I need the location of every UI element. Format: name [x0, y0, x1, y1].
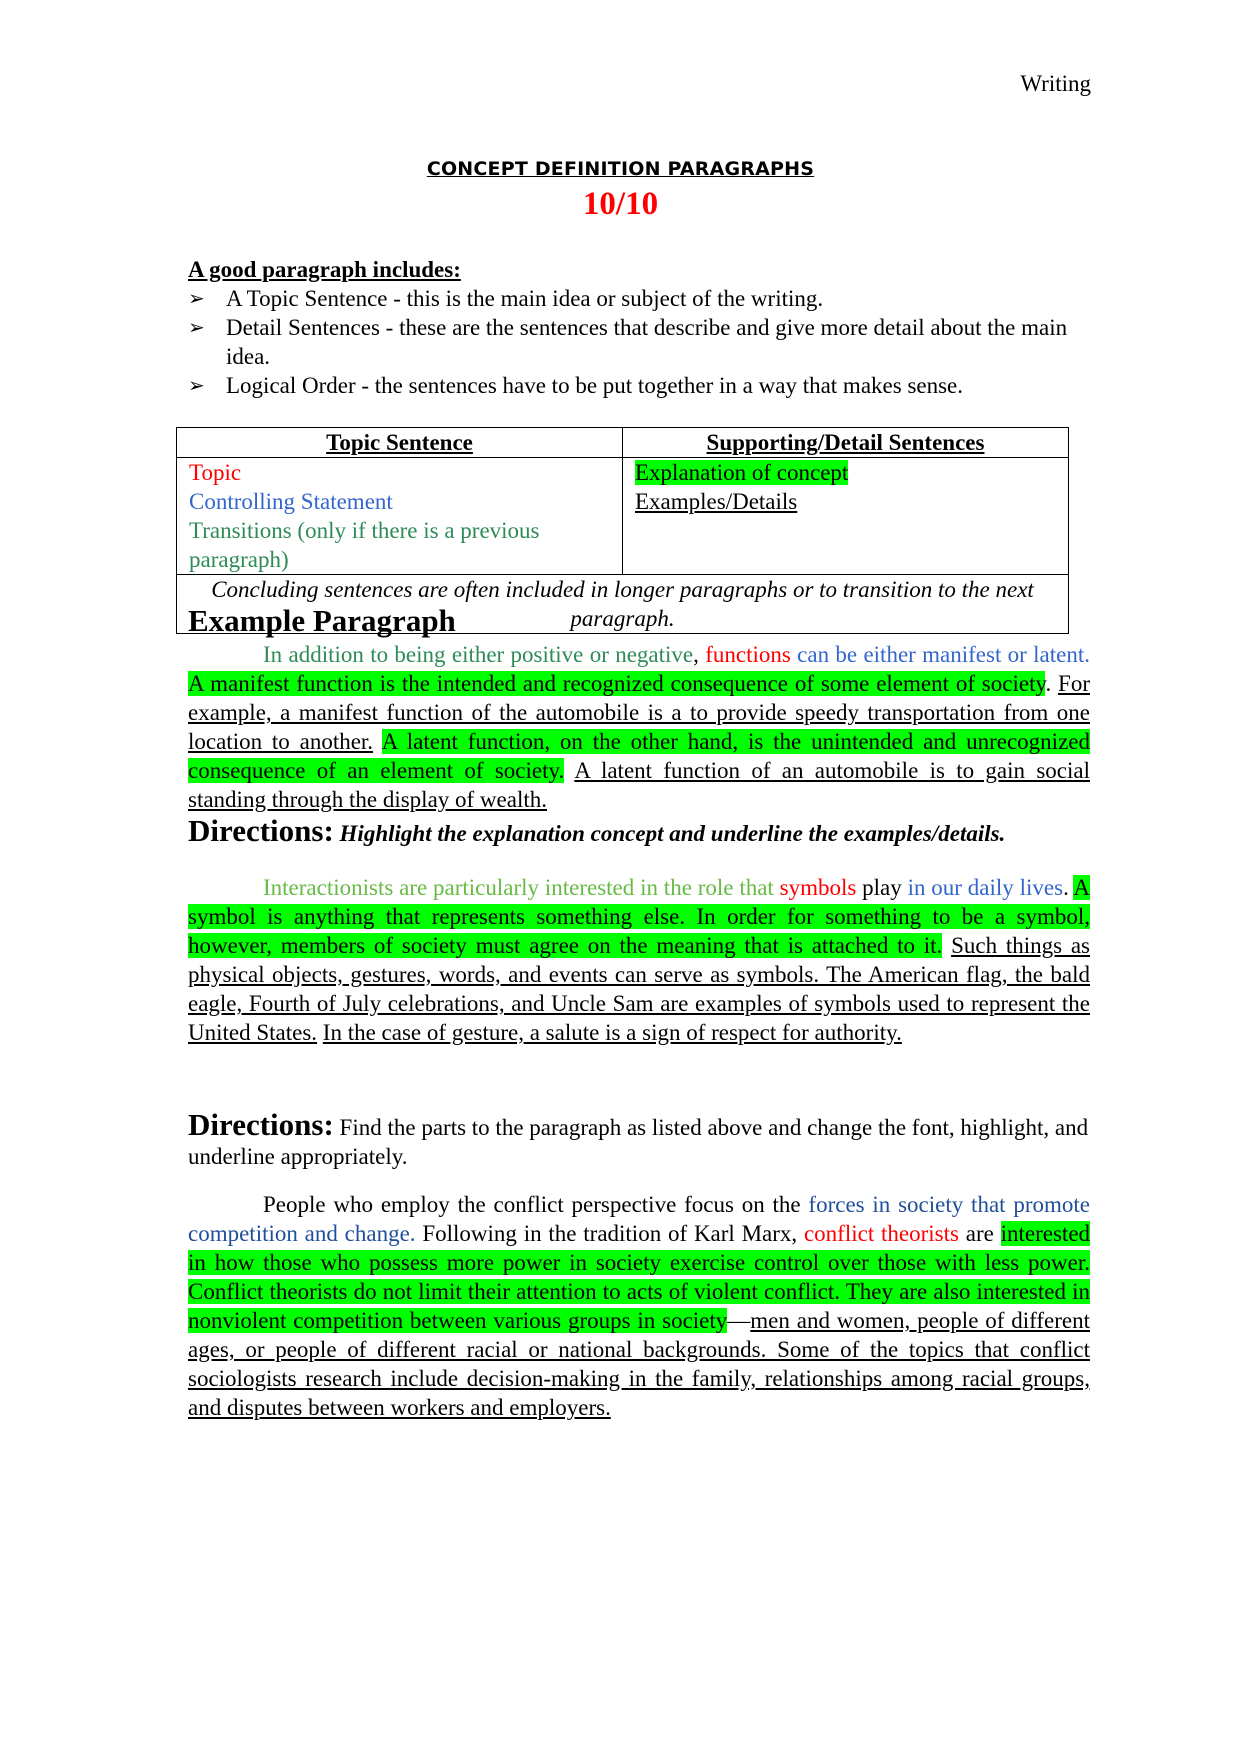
topic-label: Topic — [189, 460, 242, 485]
example-paragraph — [188, 640, 1090, 814]
supporting-sentences-cell — [623, 458, 1069, 575]
header-label: Writing — [1020, 71, 1091, 96]
plain-text: are — [958, 1221, 1001, 1246]
plain-text: , — [693, 642, 706, 667]
explanation-highlight: A latent function, on the other hand, is the unintended and unrecognized consequence of an element of society. — [188, 729, 1090, 783]
example-underline: In the case of gesture, a salute is a sign of respect for authority. — [322, 1020, 902, 1045]
table-header-supporting: Supporting/Detail Sentences — [623, 428, 1069, 458]
transition-text: Interactionists are particularly interested in the role that — [263, 875, 780, 900]
plain-text: . — [1063, 875, 1074, 900]
transitions-label: Transitions (only if there is a previous paragraph) — [189, 518, 540, 572]
controlling-statement-label: Controlling Statement — [189, 489, 393, 514]
explanation-highlight: A manifest function is the intended and recognized consequence of some element of society — [188, 671, 1046, 696]
list-item — [188, 371, 1090, 400]
directions-text: Find the parts to the paragraph as listed above and change the font, highlight, and underline appropriately. — [188, 1115, 1089, 1169]
controlling-text: forces in society that promote competition and change. — [188, 1192, 1090, 1246]
transition-text: In addition to being either positive or negative — [263, 642, 694, 667]
concluding-note: Concluding sentences are often included in longer paragraphs or to transition to the next paragraph. — [177, 575, 1069, 634]
intro-bullet-list — [188, 284, 1090, 400]
topic-text: functions — [705, 642, 791, 667]
topic-text: symbols — [779, 875, 857, 900]
bullet-text: Logical Order - the sentences have to be put together in a way that makes sense. — [226, 373, 964, 398]
intro-heading: A good paragraph includes: — [188, 257, 461, 282]
topic-text: conflict theorists — [803, 1221, 959, 1246]
arrow-bullet-icon: ➢ — [188, 315, 205, 339]
directions-label: Directions: — [188, 1107, 334, 1142]
example-heading: Example Paragraph — [188, 603, 456, 638]
explanation-label: Explanation of concept — [635, 460, 849, 485]
example-underline: A latent function of an automobile is to gain social standing through the display of wealth. — [188, 758, 1090, 812]
plain-text — [564, 758, 574, 783]
plain-text — [942, 933, 951, 958]
directions-2 — [188, 1107, 1090, 1171]
arrow-bullet-icon: ➢ — [188, 286, 205, 310]
example-underline: For example, a manifest function of the automobile is a to provide speedy transportation from one location to another. — [188, 671, 1090, 754]
directions-1 — [188, 813, 1090, 848]
example-section — [188, 602, 1090, 814]
plain-text — [373, 729, 382, 754]
plain-text: . — [1045, 671, 1059, 696]
score-label: 10/10 — [582, 186, 659, 222]
example-underline: men and women, people of different ages, or people of different racial or national backgrounds. Some of the topics that conflict sociologists research include decision-making in the family, relationships among racial groups, and disputes between workers and employers. — [188, 1308, 1090, 1420]
plain-text: — — [727, 1308, 751, 1333]
examples-label: Examples/Details — [635, 489, 798, 514]
controlling-text: can be either manifest or latent. — [790, 642, 1091, 667]
conflict-paragraph — [188, 1190, 1090, 1422]
example-underline: Such things as physical objects, gestures, words, and events can serve as symbols. The American flag, the bald eagle, Fourth of July celebrations, and Uncle Sam are examples of symbols used to represent the United States. — [188, 933, 1091, 1045]
page-title: CONCEPT DEFINITION PARAGRAPHS — [426, 158, 815, 180]
interactionist-paragraph — [188, 873, 1090, 1047]
plain-text: People who employ the conflict perspective focus on the — [263, 1192, 809, 1217]
directions-label: Directions: — [188, 813, 334, 848]
plain-text: Following in the tradition of Karl Marx, — [415, 1221, 804, 1246]
bullet-text: Detail Sentences - these are the sentences that describe and give more detail about the main idea. — [226, 315, 1068, 369]
list-item — [188, 313, 1090, 371]
arrow-bullet-icon: ➢ — [188, 373, 205, 397]
directions-text: Highlight the explanation concept and underline the examples/details. — [333, 821, 1006, 846]
plain-text: play — [856, 875, 908, 900]
bullet-text: A Topic Sentence - this is the main idea or subject of the writing. — [226, 286, 824, 311]
topic-sentence-cell — [177, 458, 623, 575]
explanation-highlight: interested in how those who possess more power in society exercise control over those with less power. Conflict theorists do not limit their attention to acts of violent conflict. They are also interested in nonviolent competition between various groups in society — [188, 1221, 1091, 1333]
table-header-topic: Topic Sentence — [177, 428, 623, 458]
explanation-highlight: A symbol is anything that represents something else. In order for something to be a symbol, however, members of society must agree on the meaning that is attached to it. — [188, 875, 1090, 958]
controlling-text: in our daily lives — [907, 875, 1064, 900]
list-item — [188, 284, 1090, 313]
